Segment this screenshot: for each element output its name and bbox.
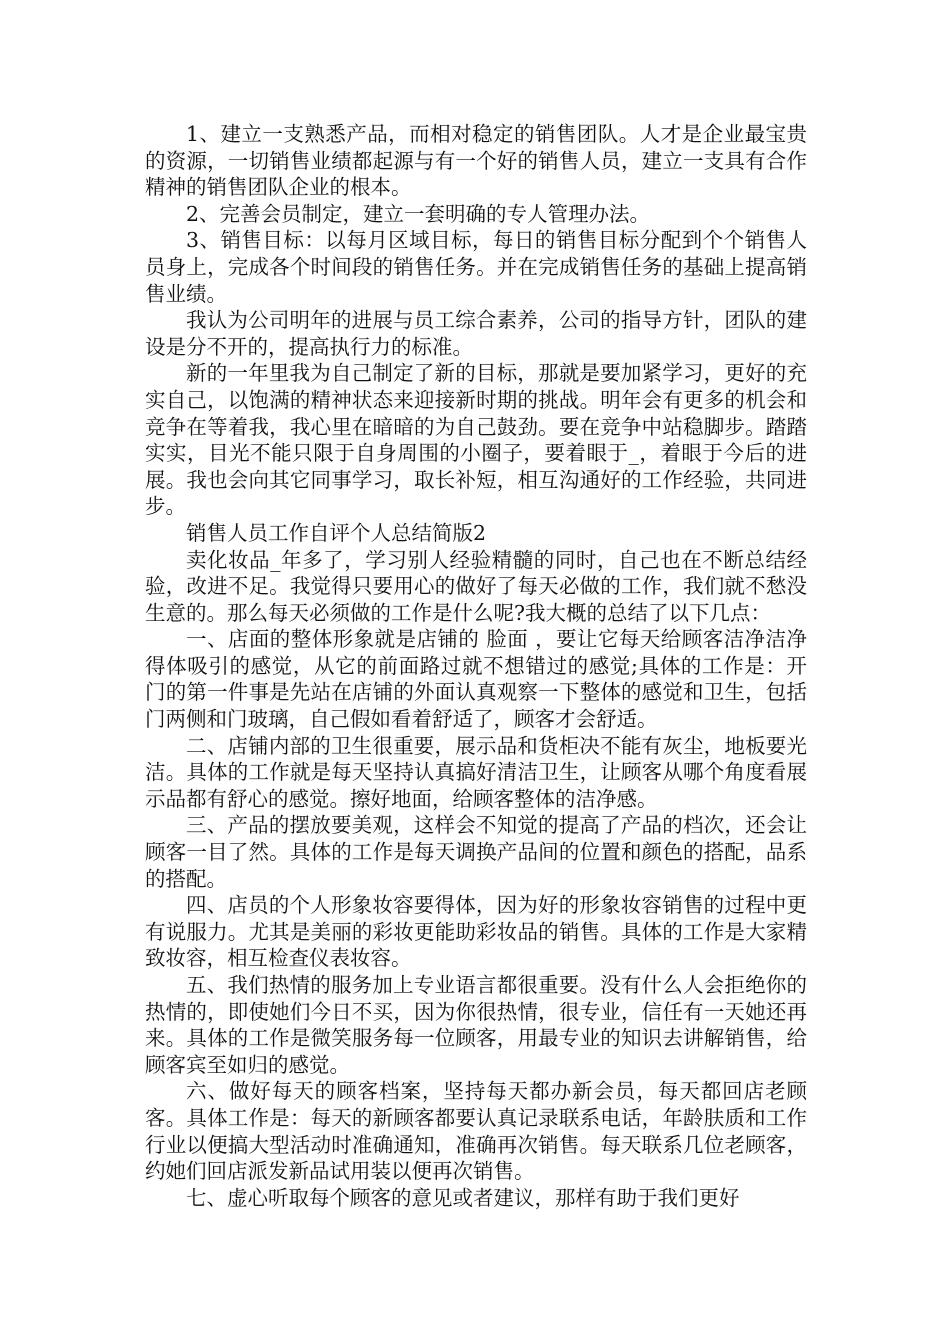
paragraph-1: 1、建立一支熟悉产品，而相对稳定的销售团队。人才是企业最宝贵的资源，一切销售业绩都起源与有一个好的销售人员，建立一支具有合作精神的销售团队企业的根本。 — [145, 122, 807, 200]
paragraph-12: 六、做好每天的顾客档案，坚持每天都办新会员，每天都回店老顾客。具体工作是：每天的新顾客都要认真记录联系电话，年龄肤质和工作行业以便搞大型活动时准确通知，准确再次销售。每天联系几位老顾客，约她们回店派发新品试用装以便再次销售。 — [145, 1079, 807, 1184]
paragraph-6: 卖化妆品_年多了，学习别人经验精髓的同时，自己也在不断总结经验，改进不足。我觉得只要用心的做好了每天必做的工作，我们就不愁没生意的。那么每天必须做的工作是什么呢?我大概的总结了以下几点： — [145, 547, 807, 625]
paragraph-4: 我认为公司明年的进展与员工综合素养，公司的指导方针，团队的建设是分不开的，提高执行力的标准。 — [145, 308, 807, 359]
document-body — [145, 121, 807, 1211]
paragraph-8: 二、店铺内部的卫生很重要，展示品和货柜决不能有灰尘，地板要光洁。具体的工作就是每天坚持认真搞好清洁卫生，让顾客从哪个角度看展示品都有舒心的感觉。擦好地面，给顾客整体的洁净感。 — [145, 733, 807, 811]
paragraph-9: 三、产品的摆放要美观，这样会不知觉的提高了产品的档次，还会让顾客一目了然。具体的工作是每天调换产品间的位置和颜色的搭配，品系的搭配。 — [145, 813, 807, 891]
paragraph-11: 五、我们热情的服务加上专业语言都很重要。没有什么人会拒绝你的热情的，即使她们今日不买，因为你很热情，很专业，信任有一天她还再来。具体的工作是微笑服务每一位顾客，用最专业的知识去讲解销售，给顾客宾至如归的感觉。 — [145, 973, 807, 1077]
paragraph-3: 3、销售目标：以每月区域目标，每日的销售目标分配到个个销售人员身上，完成各个时间段的销售任务。并在完成销售任务的基础上提高销售业绩。 — [145, 228, 807, 306]
paragraph-5: 新的一年里我为自己制定了新的目标，那就是要加紧学习，更好的充实自己，以饱满的精神状态来迎接新时期的挑战。明年会有更多的机会和竞争在等着我，我心里在暗暗的为自己鼓劲。要在竞争中站稳脚步。踏踏实实，目光不能只限于自身周围的小圈子，要着眼于_，着眼于今后的进展。我也会向其它同事学习，取长补短，相互沟通好的工作经验，共同进步。 — [145, 361, 807, 519]
paragraph-2: 2、完善会员制定，建立一套明确的专人管理办法。 — [186, 201, 651, 226]
paragraph-10: 四、店员的个人形象妆容要得体，因为好的形象妆容销售的过程中更有说服力。尤其是美丽的彩妆更能助彩妆品的销售。具体的工作是大家精致妆容，相互检查仪表妆容。 — [145, 893, 807, 971]
section-heading: 销售人员工作自评个人总结简版2 — [186, 520, 487, 545]
paragraph-7: 一、店面的整体形象就是店铺的 脸面 ，要让它每天给顾客洁净洁净得体吸引的感觉，从它的前面路过就不想错过的感觉;具体的工作是：开门的第一件事是先站在店铺的外面认真观察一下整体的感觉和卫生，包括门两侧和门玻璃，自己假如看着舒适了，顾客才会舒适。 — [145, 627, 807, 732]
paragraph-13: 七、虚心听取每个顾客的意见或者建议，那样有助于我们更好 — [186, 1185, 740, 1210]
